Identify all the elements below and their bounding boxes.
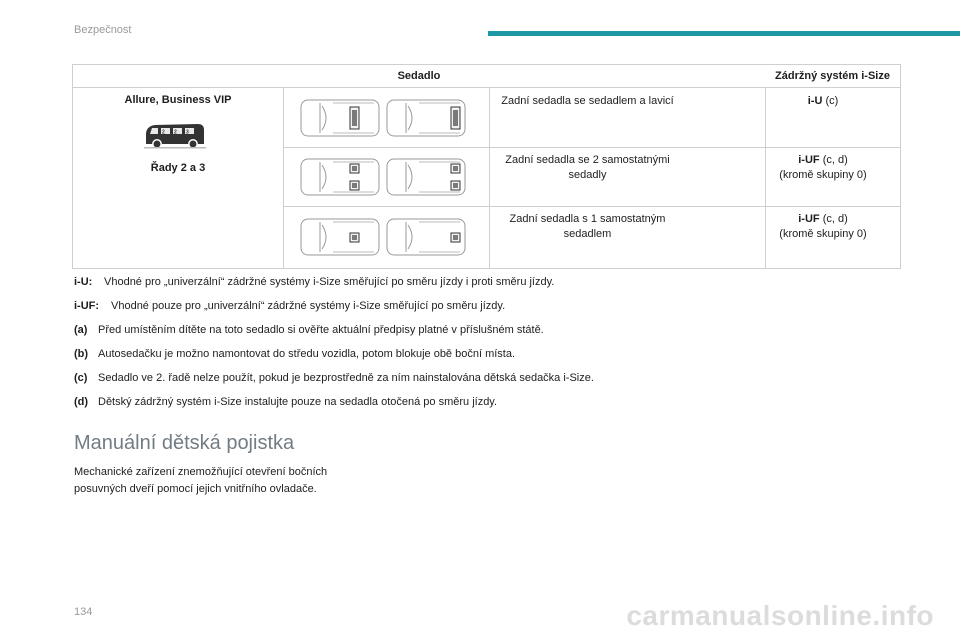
footnote-key: (b) bbox=[74, 348, 89, 360]
system-note: (c, d) bbox=[822, 213, 848, 225]
system-cell bbox=[755, 94, 891, 109]
system-code: i-U bbox=[807, 95, 823, 107]
seat-table bbox=[72, 64, 901, 269]
car-seat-diagram bbox=[386, 99, 466, 137]
watermark: carmanualsonline.info bbox=[626, 600, 934, 631]
system-extra: (kromě skupiny 0) bbox=[779, 228, 867, 240]
footnote bbox=[74, 348, 515, 360]
footnote-text: Dětský zádržný systém i-Size instalujte pouze na sedadla otočená po směru jízdy. bbox=[98, 396, 498, 408]
footnote-key: (d) bbox=[74, 396, 89, 408]
svg-text:2: 2 bbox=[174, 129, 177, 136]
row-description: Zadní sedadla se sedadlem a lavicí bbox=[501, 95, 674, 107]
car-seat-diagram bbox=[300, 158, 380, 196]
car-seat-diagram bbox=[386, 158, 466, 196]
table-header bbox=[73, 65, 900, 88]
system-cell bbox=[755, 212, 891, 242]
footnote-text: Vhodné pouze pro „univerzální“ zádržné systémy i-Size směřující po směru jízdy. bbox=[111, 300, 506, 312]
system-note: (c, d) bbox=[822, 154, 848, 166]
divider bbox=[283, 147, 900, 148]
footnote bbox=[74, 300, 505, 312]
footnote-text: Před umístěním dítěte na toto sedadlo si ověřte aktuální předpisy platné v příslušném státě. bbox=[98, 324, 544, 336]
footnote-text: Vhodné pro „univerzální“ zádržné systémy i-Size směřující po směru jízdy i proti směru jízdy. bbox=[104, 276, 555, 288]
footnote bbox=[74, 372, 594, 384]
footnote-text: Autosedačku je možno namontovat do středu vozidla, potom blokuje obě boční místa. bbox=[98, 348, 516, 360]
van-icon bbox=[142, 120, 208, 150]
section-title: Bezpečnost bbox=[74, 24, 132, 36]
col-header-seat: Sedadlo bbox=[397, 70, 441, 82]
footnote-text: Sedadlo ve 2. řadě nelze použít, pokud je bezprostředně za ním nainstalována dětská sedačka i-Size. bbox=[98, 372, 594, 384]
accent-bar bbox=[488, 31, 960, 36]
footnote bbox=[74, 276, 554, 288]
footnote bbox=[74, 324, 544, 336]
footnote-key: i-UF: bbox=[74, 300, 100, 312]
section-heading: Manuální dětská pojistka bbox=[74, 432, 295, 454]
svg-text:2: 2 bbox=[162, 129, 165, 136]
system-code: i-UF bbox=[798, 154, 820, 166]
car-seat-diagram bbox=[300, 218, 380, 256]
rows-label: Řady 2 a 3 bbox=[150, 162, 206, 174]
system-note: (c) bbox=[825, 95, 839, 107]
footnote-key: (c) bbox=[74, 372, 88, 384]
row-description: Zadní sedadla se 2 samostatnými sedadly bbox=[505, 154, 670, 181]
car-seat-diagram bbox=[386, 218, 466, 256]
svg-text:3: 3 bbox=[186, 129, 189, 136]
divider bbox=[283, 87, 284, 268]
page-number: 134 bbox=[74, 606, 93, 618]
system-code: i-UF bbox=[798, 213, 820, 225]
divider bbox=[283, 206, 900, 207]
system-extra: (kromě skupiny 0) bbox=[779, 169, 867, 181]
footnote bbox=[74, 396, 497, 408]
section-paragraph: Mechanické zařízení znemožňující otevření bočních posuvných dveří pomocí jejich vnitřního ovladače. bbox=[74, 466, 328, 495]
car-seat-diagram bbox=[300, 99, 380, 137]
footnote-key: (a) bbox=[74, 324, 88, 336]
footnote-key: i-U: bbox=[74, 276, 93, 288]
col-header-system: Zádržný systém i-Size bbox=[775, 70, 890, 82]
row-description: Zadní sedadla s 1 samostatným sedadlem bbox=[509, 213, 666, 240]
system-cell bbox=[755, 153, 891, 183]
model-name: Allure, Business VIP bbox=[124, 94, 232, 106]
